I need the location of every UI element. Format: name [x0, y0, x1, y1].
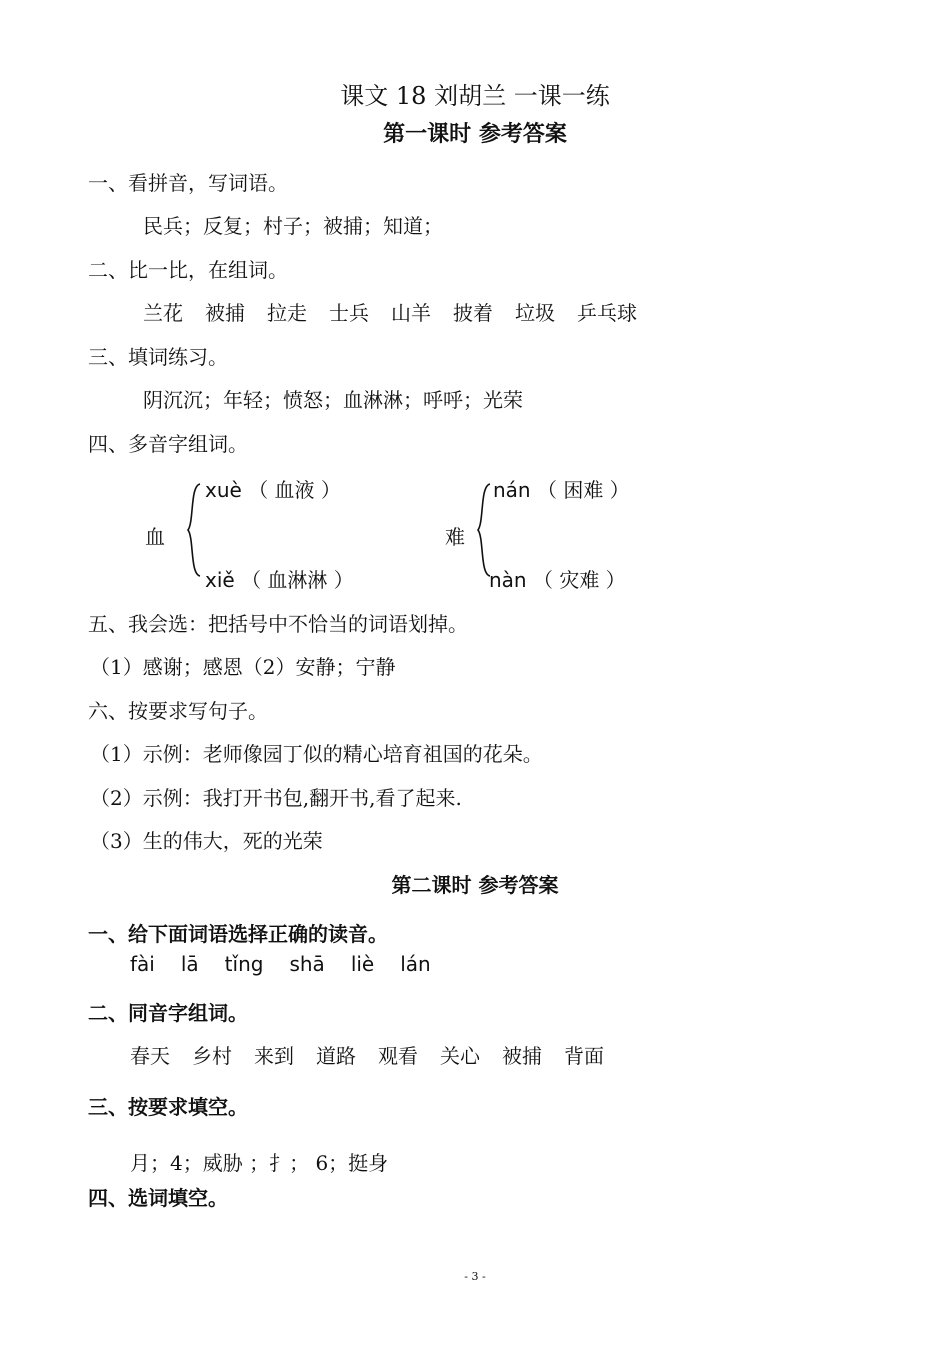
- part1-heading: 第一课时 参考答案: [383, 121, 567, 147]
- word: 垃圾: [515, 301, 555, 325]
- xue-reading-2: [205, 564, 354, 593]
- p2-q2-label: 二、同音字组词。: [88, 1001, 248, 1025]
- p1-q2-label: 二、比一比，在组词。: [88, 258, 288, 282]
- p2-q4-label: 四、选词填空。: [88, 1186, 228, 1210]
- word: 来到: [254, 1044, 294, 1068]
- page-number: - 3 -: [464, 1270, 486, 1283]
- word: 乡村: [192, 1044, 232, 1068]
- p1-q6-answer-2: （2）示例：我打开书包,翻开书,看了起来.: [90, 786, 462, 810]
- pinyin: lán: [400, 952, 431, 976]
- word: 被捕: [205, 301, 245, 325]
- p2-q2-words: [130, 1040, 626, 1069]
- word: （ 血液 ）: [248, 478, 341, 502]
- word: 道路: [316, 1044, 356, 1068]
- p2-q1-pinyin: [130, 952, 457, 976]
- pinyin: xiě: [205, 568, 235, 592]
- word: 拉走: [267, 301, 307, 325]
- p2-q3-label: 三、按要求填空。: [88, 1095, 248, 1119]
- word: 观看: [378, 1044, 418, 1068]
- word: （ 血淋淋 ）: [241, 568, 354, 592]
- word: 士兵: [329, 301, 369, 325]
- xue-reading-1: [205, 474, 341, 503]
- p1-q3-answer: 阴沉沉；年轻；愤怒；血淋淋；呼呼；光荣: [143, 388, 523, 412]
- p2-q3-answer: 月；4；威胁 ；扌； 6；挺身: [130, 1151, 389, 1175]
- pinyin: lā: [180, 952, 199, 976]
- p1-q1-label: 一、看拼音，写词语。: [88, 171, 288, 195]
- p1-q6-answer-3: （3）生的伟大，死的光荣: [90, 829, 323, 853]
- p2-q1-label: 一、给下面词语选择正确的读音。: [88, 922, 388, 946]
- document-title: 课文 18 刘胡兰 一课一练: [340, 82, 610, 110]
- pinyin: fài: [130, 952, 155, 976]
- pinyin: liè: [350, 952, 375, 976]
- word: 乒乓球: [577, 301, 637, 325]
- pinyin: tǐng: [224, 952, 264, 976]
- word: （ 困难 ）: [536, 478, 630, 502]
- nan-reading-1: [493, 474, 630, 503]
- p1-q4-label: 四、多音字组词。: [88, 432, 248, 456]
- word: 兰花: [143, 301, 183, 325]
- polyphone-char-xue: 血: [145, 525, 165, 549]
- p1-q2-words: [143, 297, 659, 326]
- word: 关心: [440, 1044, 480, 1068]
- pinyin: nàn: [489, 568, 527, 592]
- pinyin: shā: [289, 952, 325, 976]
- word: 背面: [564, 1044, 604, 1068]
- p1-q3-label: 三、填词练习。: [88, 345, 228, 369]
- word: 山羊: [391, 301, 431, 325]
- word: 春天: [130, 1044, 170, 1068]
- p1-q1-answer: 民兵；反复；村子；被捕；知道；: [143, 214, 443, 238]
- polyphone-char-nan: 难: [445, 525, 465, 549]
- pinyin: xuè: [205, 478, 242, 502]
- nan-reading-2: [489, 564, 626, 593]
- part2-heading: 第二课时 参考答案: [391, 873, 559, 897]
- word: （ 灾难 ）: [532, 568, 626, 592]
- p1-q5-label: 五、我会选：把括号中不恰当的词语划掉。: [88, 612, 468, 636]
- p1-q6-label: 六、按要求写句子。: [88, 699, 268, 723]
- brace-xue: [184, 482, 204, 578]
- word: 披着: [453, 301, 493, 325]
- word: 被捕: [502, 1044, 542, 1068]
- p1-q6-answer-1: （1）示例：老师像园丁似的精心培育祖国的花朵。: [90, 742, 543, 766]
- p1-q5-answer: （1）感谢；感恩（2）安静；宁静: [90, 655, 396, 679]
- pinyin: nán: [493, 478, 531, 502]
